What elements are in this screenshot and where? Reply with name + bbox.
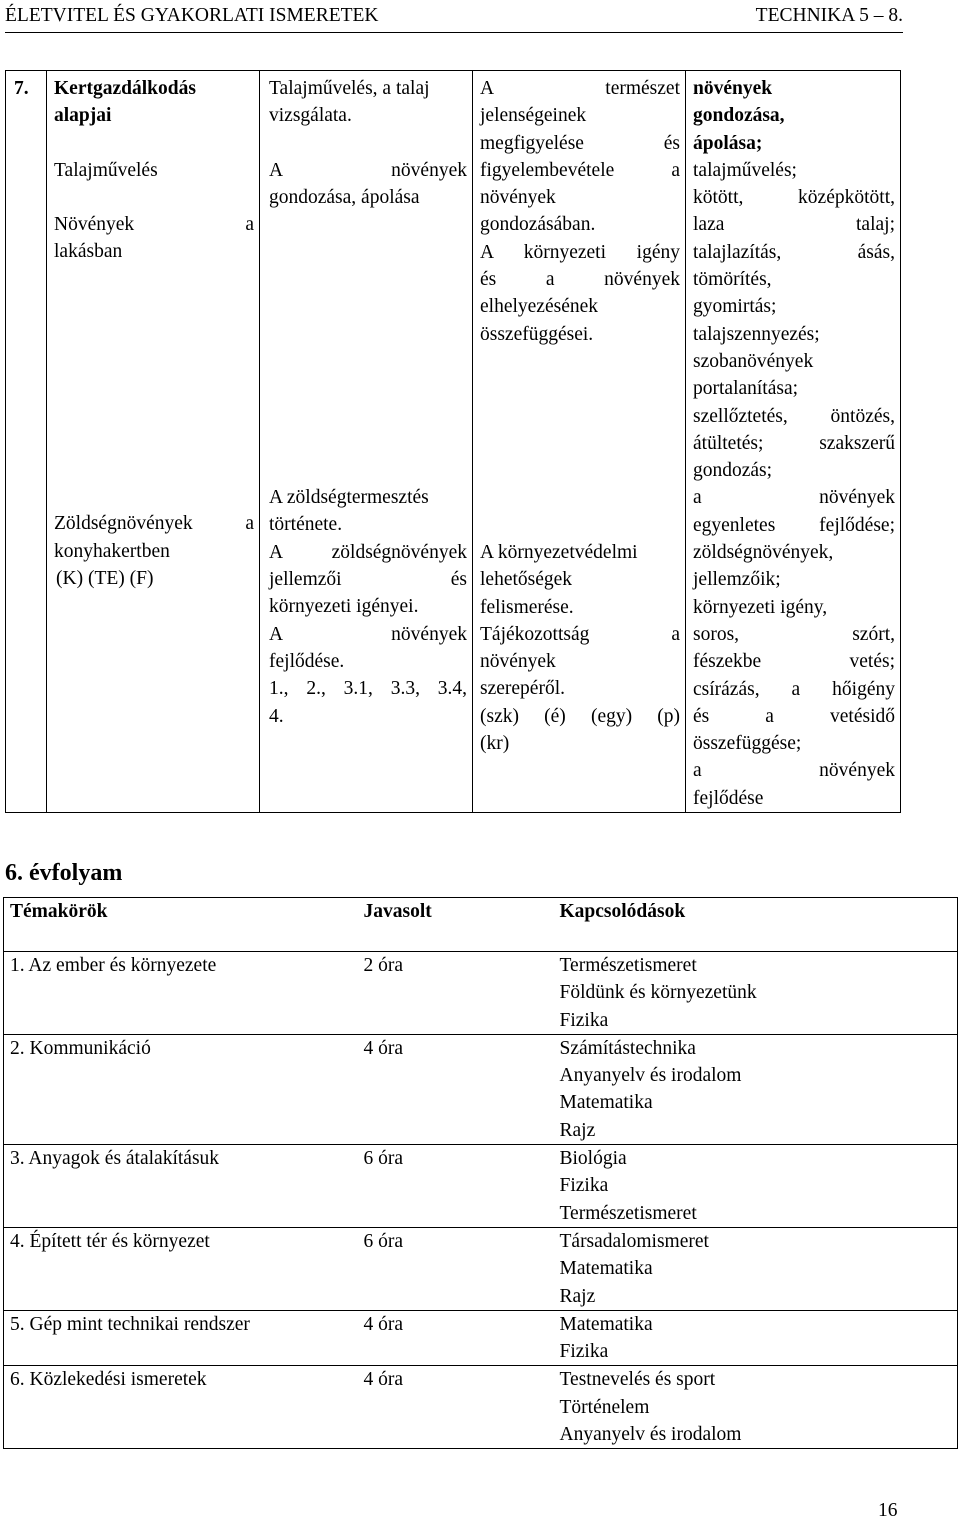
link-subject: Rajz xyxy=(559,1285,596,1307)
link-subject: Számítástechnika xyxy=(559,1037,696,1059)
topic-title-2: alapjai xyxy=(54,105,112,127)
row-topic: 4. Épített tér és környezet xyxy=(4,1227,358,1310)
row-topic: 6. Közlekedési ismeretek xyxy=(4,1366,358,1449)
content-3f: A növények xyxy=(269,623,467,645)
topic-title-1: Kertgazdálkodás xyxy=(54,78,196,99)
concept-line: fészekbe vetés; xyxy=(693,651,895,673)
content-3i: 4. xyxy=(269,705,284,727)
goal-line: Tájékozottság a xyxy=(480,623,680,645)
topic-sub2c: lakásban xyxy=(54,241,123,263)
row-links xyxy=(554,1227,958,1310)
link-subject: Társadalomismeret xyxy=(559,1230,709,1252)
goal-line: (kr) xyxy=(480,733,510,755)
concept-bold-line: növények xyxy=(693,78,773,99)
header-grade-range: TECHNIKA 5 – 8. xyxy=(755,5,903,26)
concept-bold-line: ápolása; xyxy=(693,132,763,154)
concept-line: kötött, középkötött, xyxy=(693,187,895,209)
link-subject: Természetismeret xyxy=(559,1202,697,1224)
concept-line: szobanövények xyxy=(693,350,814,372)
content-3b: története. xyxy=(269,514,343,536)
link-subject: Fizika xyxy=(559,1341,609,1363)
goal-line: gondozásában. xyxy=(480,214,596,236)
concept-line: szellőztetés, öntözés, xyxy=(693,405,895,427)
concept-line: soros, szórt, xyxy=(693,623,895,645)
concept-line: laza talaj; xyxy=(693,214,895,236)
row-number-text: 7. xyxy=(14,78,29,99)
content-3e: környezeti igényei. xyxy=(269,596,419,618)
grade7-table xyxy=(5,70,901,813)
table-row xyxy=(4,952,958,1035)
topic-sub2a: Növények xyxy=(54,213,135,235)
grade6-table xyxy=(3,897,958,1449)
goal-line: A környezetvédelmi xyxy=(480,541,638,563)
concept-line: és a vetésidő xyxy=(693,705,895,727)
concept-line: portalanítása; xyxy=(693,378,799,400)
concept-line: talajlazítás, ásás, xyxy=(693,241,895,263)
content-1a: Talajművelés, a talaj xyxy=(269,78,430,99)
topic-sub3b: a xyxy=(245,513,254,535)
link-subject: Fizika xyxy=(559,1175,609,1197)
goal-line: és a növények xyxy=(480,269,680,291)
link-subject: Anyanyelv és irodalom xyxy=(559,1424,742,1446)
goal-line: növények xyxy=(480,187,556,209)
concept-line: tömörítés, xyxy=(693,269,772,291)
content-3g: fejlődése. xyxy=(269,650,345,672)
goal-line: figyelembevétele a xyxy=(480,159,680,181)
link-subject: Matematika xyxy=(559,1092,653,1114)
content-2b: gondozása, ápolása xyxy=(269,186,420,208)
row-number xyxy=(6,71,47,813)
topic-cell xyxy=(47,71,260,813)
concept-line: talajszennyezés; xyxy=(693,323,820,345)
link-subject: Anyanyelv és irodalom xyxy=(559,1065,742,1087)
header-suggested: Javasolt xyxy=(358,898,554,952)
content-3a: A zöldségtermesztés xyxy=(269,487,429,509)
link-subject: Testnevelés és sport xyxy=(559,1369,716,1391)
content-3h: 1., 2., 3.1, 3.3, 3.4, xyxy=(269,678,467,700)
concept-line: környezeti igény, xyxy=(693,596,828,618)
row-hours: 6 óra xyxy=(358,1145,554,1228)
goal-line: A környezeti igény xyxy=(480,241,680,263)
row-links xyxy=(554,1366,958,1449)
concept-line: egyenletes fejlődése; xyxy=(693,514,895,536)
row-hours: 2 óra xyxy=(358,952,554,1035)
concept-line: a növények xyxy=(693,487,895,509)
concept-line: talajművelés; xyxy=(693,159,797,181)
link-subject: Természetismeret xyxy=(559,955,697,976)
row-topic: 5. Gép mint technikai rendszer xyxy=(4,1310,358,1366)
header-topics: Témakörök xyxy=(4,898,358,952)
topic-sub1: Talajművelés xyxy=(54,159,158,181)
table-row xyxy=(4,1366,958,1449)
concept-line: csírázás, a hőigény xyxy=(693,678,895,700)
link-subject: Matematika xyxy=(559,1258,653,1280)
goal-line: felismerése. xyxy=(480,596,574,618)
content-1b: vizsgálata. xyxy=(269,105,352,127)
concepts-cell xyxy=(686,71,901,813)
concept-line: a növények xyxy=(693,760,895,782)
goal-line: megfigyelése és xyxy=(480,132,680,154)
content-cell xyxy=(260,71,473,813)
concept-line: jellemzőik; xyxy=(693,569,781,591)
link-subject: Földünk és környezetünk xyxy=(559,982,757,1004)
row-hours: 6 óra xyxy=(358,1227,554,1310)
content-3d: jellemzői és xyxy=(269,569,467,591)
goal-line: (szk) (é) (egy) (p) xyxy=(480,705,680,727)
concept-line: gondozás; xyxy=(693,460,773,482)
table-row xyxy=(4,1227,958,1310)
concept-bold-line: gondozása, xyxy=(693,105,785,127)
header-subject: ÉLETVITEL ÉS GYAKORLATI ISMERETEK xyxy=(5,5,379,26)
link-subject: Matematika xyxy=(559,1313,653,1335)
concept-line: gyomirtás; xyxy=(693,296,777,318)
link-subject: Rajz xyxy=(559,1119,596,1141)
concept-line: zöldségnövények, xyxy=(693,542,834,564)
page-number: 16 xyxy=(878,1500,898,1521)
row-topic: 2. Kommunikáció xyxy=(4,1034,358,1144)
goal-line: összefüggései. xyxy=(480,323,594,345)
goal-line: jelenségeinek xyxy=(480,105,587,127)
goal-line: szerepéről. xyxy=(480,678,565,700)
grade6-title: 6. évfolyam xyxy=(5,860,123,886)
goals-cell xyxy=(473,71,686,813)
row-hours: 4 óra xyxy=(358,1034,554,1144)
concept-line: fejlődése xyxy=(693,787,764,809)
topic-sub3a: Zöldségnövények xyxy=(54,513,193,535)
header-links: Kapcsolódások xyxy=(554,898,958,952)
link-subject: Történelem xyxy=(559,1396,650,1418)
row-topic: 1. Az ember és környezete xyxy=(4,952,358,1035)
row-links xyxy=(554,1034,958,1144)
topic-sub3c: konyhakertben xyxy=(54,540,170,562)
topic-sub3d: (K) (TE) (F) xyxy=(56,568,154,590)
link-subject: Fizika xyxy=(559,1009,609,1031)
row-topic: 3. Anyagok és átalakításuk xyxy=(4,1145,358,1228)
content-3c: A zöldségnövények xyxy=(269,541,467,563)
topic-sub2b: a xyxy=(245,213,254,235)
table-row xyxy=(4,1034,958,1144)
row-links xyxy=(554,1145,958,1228)
row-hours: 4 óra xyxy=(358,1366,554,1449)
goal-line: lehetőségek xyxy=(480,569,573,591)
row-links xyxy=(554,952,958,1035)
row-links xyxy=(554,1310,958,1366)
link-subject: Biológia xyxy=(559,1148,627,1170)
goal-line: A természet xyxy=(480,78,680,99)
goal-line: elhelyezésének xyxy=(480,296,599,318)
concept-line: átültetés; szakszerű xyxy=(693,432,895,454)
row-hours: 4 óra xyxy=(358,1310,554,1366)
grade6-header-row xyxy=(4,898,958,952)
page-header xyxy=(5,4,903,33)
content-2a: A növények xyxy=(269,159,467,181)
table-row xyxy=(4,1145,958,1228)
goal-line: növények xyxy=(480,651,556,673)
table-row xyxy=(4,1310,958,1366)
concept-line: összefüggése; xyxy=(693,733,802,755)
